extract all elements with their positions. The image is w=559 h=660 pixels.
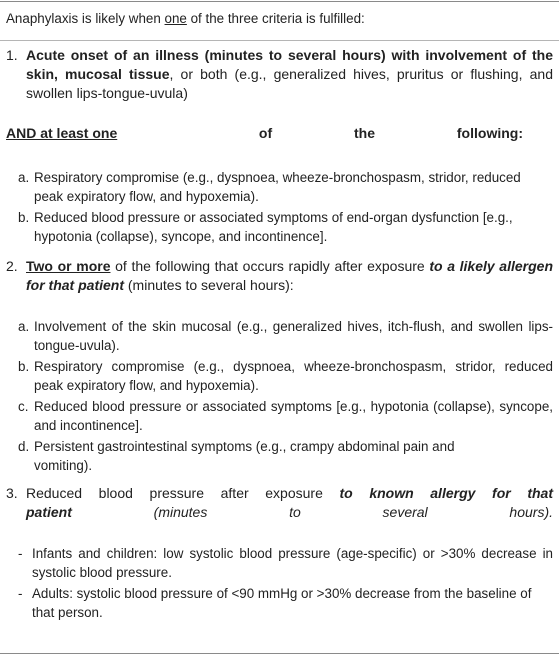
header-divider xyxy=(0,40,559,41)
list-item: - Infants and children: low systolic blood pressure (age-specific) or >30% decrease in systolic blood pressure. xyxy=(18,546,553,580)
criterion-3-number: 3. xyxy=(6,485,18,501)
criterion-1: 1. Acute onset of an illness (minutes to several hours) with involvement of the skin, mucosal tissue, or both (e.g., generalized hives, pruritus or flushing, and swollen lips-tongue-uvula) xyxy=(6,47,553,101)
and-at-least-one: AND at least one xyxy=(6,125,118,141)
criterion-2-underlined: Two or more xyxy=(26,258,111,274)
list-item: b. Respiratory compromise (e.g., dyspnoea, wheeze-bronchospasm, stridor, reduced peak expiratory flow, and hypoxemia). xyxy=(18,359,553,393)
and-at-least-one-line xyxy=(6,124,553,143)
list-item: b. Reduced blood pressure or associated symptoms of end-organ dysfunction [e.g., hypotonia (collapse), syncope, and incontinence]. xyxy=(18,210,513,244)
list-item: a. Respiratory compromise (e.g., dyspnoea, wheeze-bronchospasm, stridor, reduced peak expiratory flow, and hypoxemia). xyxy=(18,170,521,204)
top-rule xyxy=(0,1,559,2)
list-item: d. Persistent gastrointestinal symptoms (e.g., crampy abdominal pain and vomiting). xyxy=(18,439,455,473)
bottom-rule xyxy=(0,653,559,654)
list-item: c. Reduced blood pressure or associated symptoms [e.g., hypotonia (collapse), syncope, and incontinence]. xyxy=(18,399,553,433)
intro-line: Anaphylaxis is likely when one of the three criteria is fulfilled: xyxy=(6,11,365,26)
criterion-3-italic: (minutes to several hours). xyxy=(71,504,553,520)
criterion-2-bold-italic: to a likely allergen for that patient xyxy=(26,258,553,293)
criterion-1-bold: Acute onset of an illness (minutes to several hours) with involvement of the skin, mucosal tissue xyxy=(26,47,553,82)
criterion-1-number: 1. xyxy=(6,47,18,63)
criterion-2-number: 2. xyxy=(6,258,18,274)
of-the-following: of the following: xyxy=(258,125,523,141)
list-item: - Adults: systolic blood pressure of <90 mmHg or >30% decrease from the baseline of that person. xyxy=(18,586,532,620)
list-item: a. Involvement of the skin mucosal (e.g., generalized hives, itch-flush, and swollen lips-tongue-uvula). xyxy=(18,319,553,353)
criterion-3-bold-italic: to known allergy for that patient xyxy=(26,485,553,520)
intro-underlined: one xyxy=(164,11,187,26)
criterion-3: 3. Reduced blood pressure after exposure to known allergy for that patient (minutes to several hours). xyxy=(6,485,553,520)
criterion-2: 2. Two or more of the following that occurs rapidly after exposure to a likely allergen for that patient (minutes to several hours): xyxy=(6,258,553,293)
